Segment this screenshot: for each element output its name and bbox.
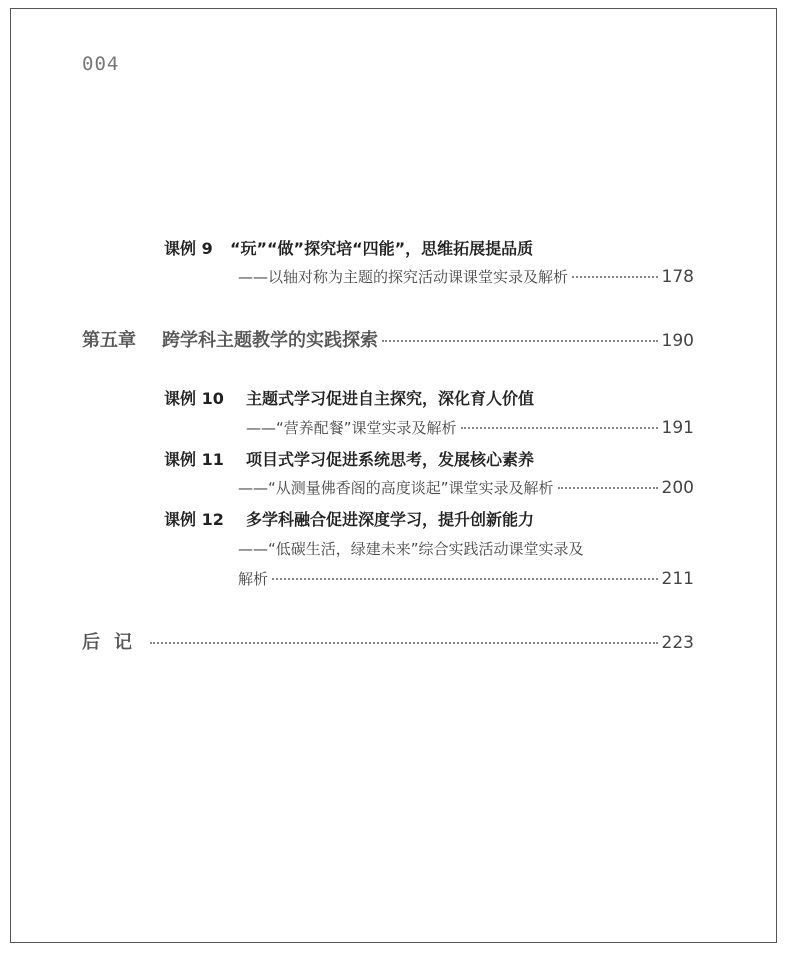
- chapter-5-heading: [82, 326, 378, 352]
- afterword-row[interactable]: [82, 628, 694, 654]
- lesson-12-subtitle-line2: 解析: [238, 570, 269, 588]
- lesson-9-subtitle-row[interactable]: [238, 266, 694, 287]
- lesson-11-subtitle: ——“从测量佛香阁的高度谈起”课堂实录及解析: [238, 479, 554, 497]
- chapter-5-label: 第五章: [82, 330, 136, 351]
- page-frame: [10, 8, 777, 943]
- lesson-9-subtitle: ——以轴对称为主题的探究活动课课堂实录及解析: [238, 268, 569, 286]
- lesson-11-page: 200: [661, 478, 694, 498]
- lesson-9-page: 178: [661, 267, 694, 287]
- lesson-9-title: “玩”“做”探究培“四能”，思维拓展提品质: [230, 239, 534, 258]
- lesson-12-page: 211: [661, 569, 694, 589]
- lesson-11-title: 项目式学习促进系统思考，发展核心素养: [246, 450, 535, 469]
- lesson-10-label: 课例 10: [164, 389, 224, 408]
- lesson-9-label: 课例 9: [164, 239, 213, 258]
- chapter-5-page: 190: [661, 331, 694, 351]
- lesson-11-label: 课例 11: [164, 450, 224, 469]
- lesson-12-heading[interactable]: [164, 507, 534, 530]
- leader-dots: [461, 427, 658, 429]
- lesson-11-heading[interactable]: [164, 447, 534, 470]
- leader-dots: [382, 340, 658, 342]
- afterword-page: 223: [661, 633, 694, 653]
- lesson-10-title: 主题式学习促进自主探究，深化育人价值: [246, 389, 535, 408]
- lesson-12-subtitle-line1: ——“低碳生活，绿建未来”综合实践活动课堂实录及: [238, 540, 584, 558]
- lesson-12-label: 课例 12: [164, 510, 224, 529]
- leader-dots: [572, 276, 658, 278]
- leader-dots: [558, 487, 658, 489]
- lesson-12-subtitle-row-1[interactable]: [238, 538, 584, 559]
- leader-dots: [272, 578, 658, 580]
- chapter-5-title: 跨学科主题教学的实践探索: [162, 330, 378, 351]
- lesson-10-heading[interactable]: [164, 386, 534, 409]
- lesson-11-subtitle-row[interactable]: [238, 477, 694, 498]
- lesson-12-subtitle-row-2[interactable]: [238, 568, 694, 589]
- page-number: 004: [82, 53, 120, 75]
- leader-dots: [150, 642, 658, 644]
- lesson-12-title: 多学科融合促进深度学习，提升创新能力: [246, 510, 535, 529]
- lesson-10-page: 191: [661, 418, 694, 438]
- lesson-10-subtitle: ——“营养配餐”课堂实录及解析: [246, 419, 457, 437]
- chapter-5-row[interactable]: [82, 326, 694, 352]
- afterword-title: 后记: [82, 632, 146, 653]
- lesson-9-heading[interactable]: [164, 236, 533, 259]
- lesson-10-subtitle-row[interactable]: [246, 417, 694, 438]
